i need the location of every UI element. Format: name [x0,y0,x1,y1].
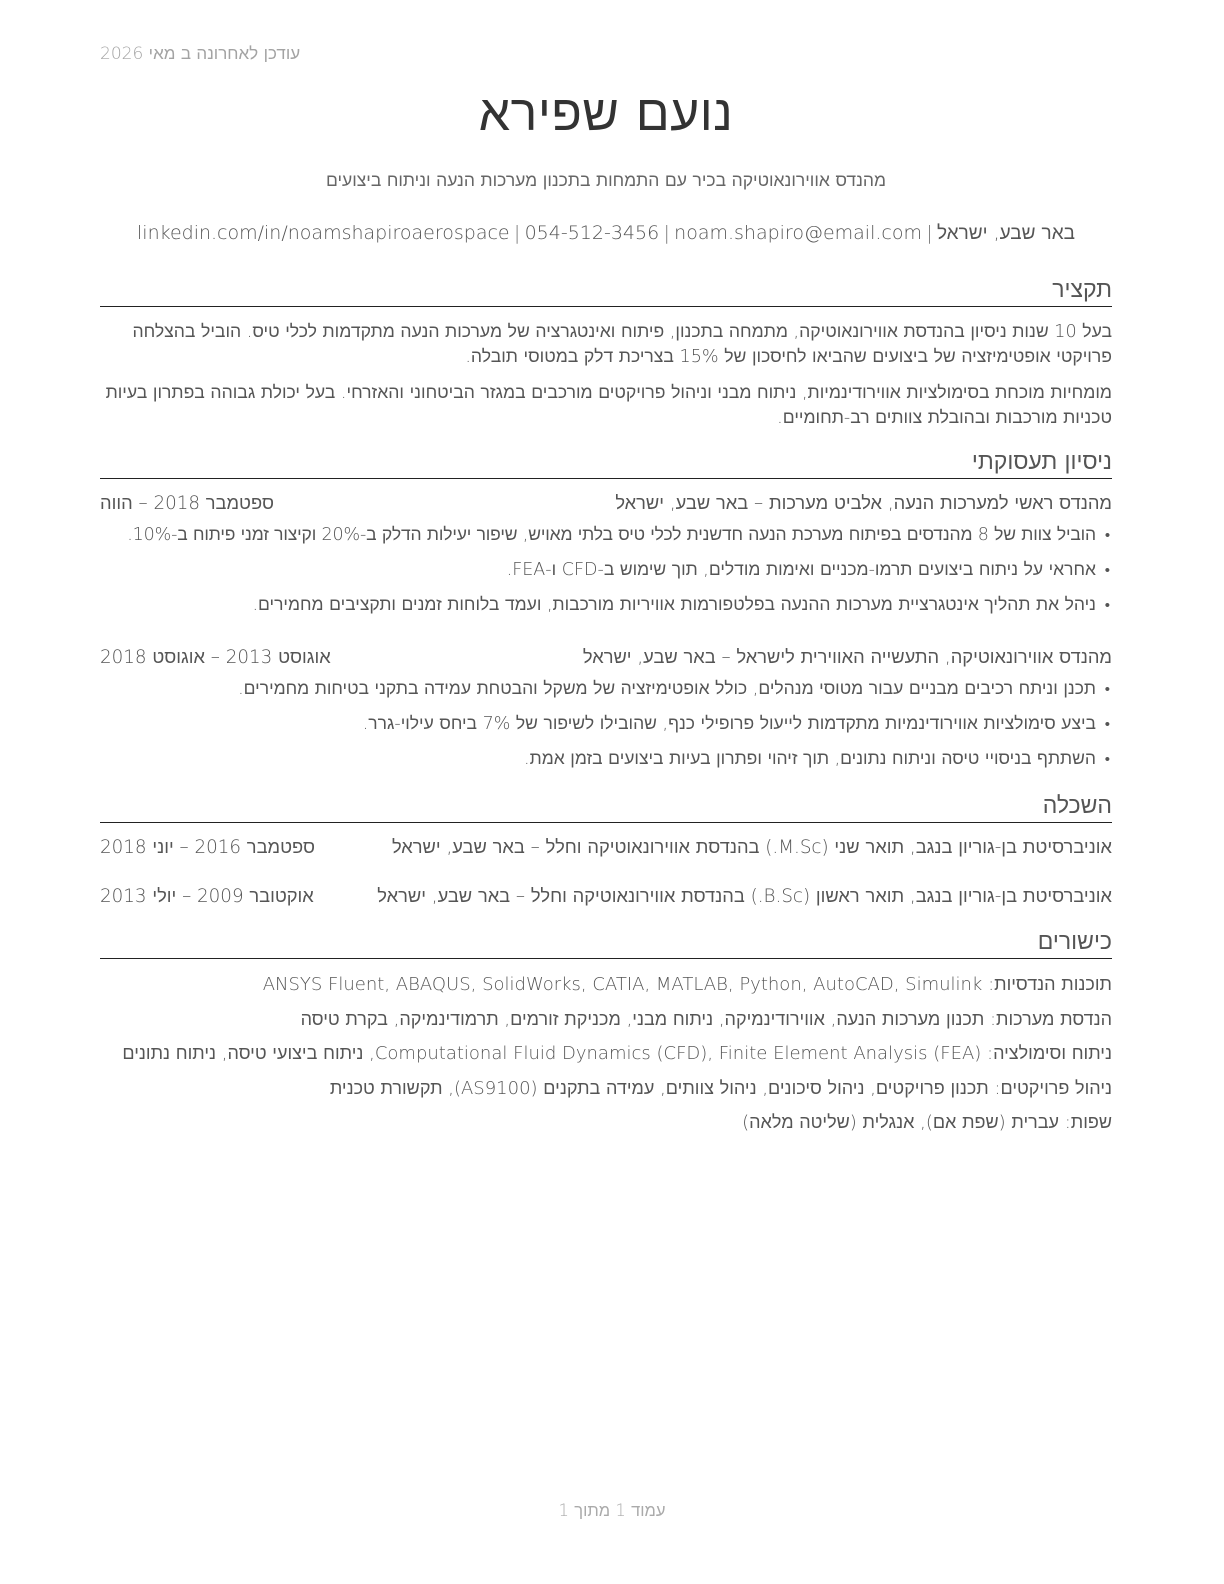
skills-line: תוכנות הנדסיות: ANSYS Fluent, ABAQUS, SolidWorks, CATIA, MATLAB, Python, AutoCAD, Simulink [262,974,1112,995]
job-bullet: • ביצע סימולציות אווירודינמיות מתקדמות לייעול פרופילי כנף, שהובילו לשיפור של 7% ביחס עילוי-גרר. [100,712,1112,747]
job-bullet: • ניהל את תהליך אינטגרציית מערכות ההנעה בפלטפורמות אוויריות מורכבות, ועמד בלוחות זמנים ותקציבים מחמירים. [100,593,1112,628]
contact-location: באר שבע, ישראל [936,222,1075,244]
contact-linkedin-link[interactable]: linkedin.com/in/noamshapiroaerospace [137,222,510,244]
job-role: מהנדס אווירונאוטיקה, התעשייה האווירית לישראל – באר שבע, ישראל [582,647,1112,668]
job-bullet: • תכנן וניתח רכיבים מבניים עבור מטוסי מנהלים, כולל אופטימיזציה של משקל והבטחת עמידה בתקני בטיחות מחמירים. [100,677,1112,712]
job-bullets [100,677,1112,782]
job-dates: אוגוסט 2013 – אוגוסט 2018 [100,647,331,668]
job-header [100,492,1112,514]
summary-heading: תקציר [100,276,1112,307]
contact-separator: | [663,222,670,244]
experience-heading: ניסיון תעסוקתי [100,448,1112,479]
skills-line: ניתוח וסימולציה: Computational Fluid Dynamics (CFD), Finite Element Analysis (FEA), ניתוח ביצועי טיסה, ניתוח נתונים [122,1043,1112,1064]
summary-paragraph: מומחיות מוכחת בסימולציות אווירודינמיות, ניתוח מבני וניהול פרויקטים מורכבים במגזר הביטחוני והאזרחי. בעל יכולת גבוהה בפתרון בעיות טכניות מורכבות ובהובלת צוותים רב-תחומיים. [105,383,1112,428]
skills-line: ניהול פרויקטים: תכנון פרויקטים, ניהול סיכונים, ניהול צוותים, עמידה בתקנים (AS9100), תקשורת טכנית [329,1077,1112,1099]
education-dates: ספטמבר 2016 – יוני 2018 [100,837,315,858]
job-role: מהנדס ראשי למערכות הנעה, אלביט מערכות – באר שבע, ישראל [615,493,1112,514]
candidate-tagline: מהנדס אווירונאוטיקה בכיר עם התמחות בתכנון מערכות הנעה וניתוח ביצועים [325,171,887,191]
education-item [100,885,1112,907]
resume-page [100,0,1112,1584]
education-item [100,836,1112,858]
skills-list [100,972,1112,1145]
contact-separator: | [513,222,521,244]
job-bullet: • אחראי על ניתוח ביצועים תרמו-מכניים ואימות מודלים, תוך שימוש ב-CFD ו-FEA. [100,558,1112,593]
last-updated-note: עודכן לאחרונה ב מאי 2026 [100,44,301,64]
candidate-name: נועם שפירא [478,84,734,142]
education-dates: אוקטובר 2009 – יולי 2013 [100,886,314,907]
job-dates: ספטמבר 2018 – הווה [100,493,274,514]
job-bullets [100,523,1112,628]
contact-line [137,222,1075,245]
job-header [100,646,1112,668]
skills-line: הנדסת מערכות: תכנון מערכות הנעה, אווירודינמיקה, ניתוח מבני, מכניקת זורמים, תרמודינמיקה, בקרת טיסה [300,1008,1112,1030]
contact-separator: | [926,222,933,244]
job-bullet: • הוביל צוות של 8 מהנדסים בפיתוח מערכת הנעה חדשנית לכלי טיס בלתי מאויש, שיפור יעילות הדלק ב-20% וקיצור זמני פיתוח ב-10%. [100,523,1112,558]
education-heading: השכלה [100,792,1112,823]
summary-paragraph: בעל 10 שנות ניסיון בהנדסת אווירונאוטיקה, מתמחה בתכנון, פיתוח ואינטגרציה של מערכות הנעה מתקדמות לכלי טיס. הוביל בהצלחה פרויקטי אופטימיזציה של ביצועים שהביאו לחיסכון של 15% בצריכת דלק במטוסי תובלה. [132,322,1112,367]
contact-phone: 054-512-3456 [524,222,660,244]
skills-heading: כישורים [100,928,1112,959]
education-degree: אוניברסיטת בן-גוריון בנגב, תואר ראשון (B.Sc.) בהנדסת אווירונאוטיקה וחלל – באר שבע, ישראל [377,886,1112,907]
skills-line: שפות: עברית (שפת אם), אנגלית (שליטה מלאה) [742,1112,1112,1133]
contact-email-link[interactable]: noam.shapiro@email.com [674,222,922,244]
education-degree: אוניברסיטת בן-גוריון בנגב, תואר שני (M.Sc.) בהנדסת אווירונאוטיקה וחלל – באר שבע, ישראל [391,837,1112,858]
job-bullet: • השתתף בניסויי טיסה וניתוח נתונים, תוך זיהוי ופתרון בעיות ביצועים בזמן אמת. [100,747,1112,782]
page-number: עמוד 1 מתוך 1 [558,1501,666,1520]
